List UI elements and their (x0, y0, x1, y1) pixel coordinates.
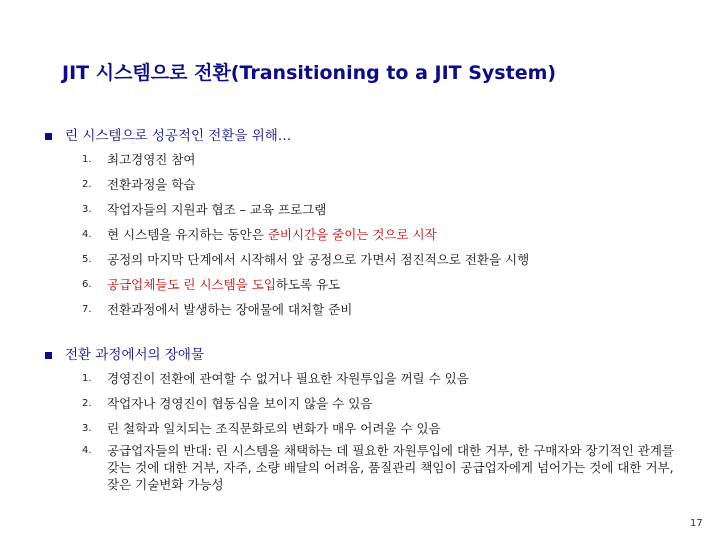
item-number: 5. (82, 254, 92, 265)
item-number: 1. (82, 154, 92, 165)
item-number: 3. (82, 204, 92, 215)
highlight-text: 준비시간을 줄이는 것으로 시작 (267, 227, 437, 242)
item-text: 경영진이 전환에 관여할 수 없거나 필요한 자원투입을 꺼릴 수 있음 (107, 371, 469, 386)
section-heading: 전환 과정에서의 장애물 (65, 347, 204, 363)
item-text: 최고경영진 참여 (107, 152, 196, 167)
square-bullet-icon (45, 352, 52, 359)
page-number: 17 (690, 518, 703, 529)
item-text: 전환과정에서 발생하는 장애물에 대처할 준비 (107, 302, 353, 317)
item-text: 작업자나 경영진이 협동심을 보이지 않을 수 있음 (107, 396, 373, 411)
slide-title: JIT 시스템으로 전환(Transitioning to a JIT System) (62, 62, 557, 84)
item-number: 6. (82, 279, 92, 290)
highlight-text: 공급업체들도 린 시스템을 도입 (107, 277, 276, 292)
item-text: 전환과정을 학습 (107, 177, 196, 192)
item-number: 1. (82, 373, 92, 384)
item-text: 공정의 마지막 단계에서 시작해서 앞 공정으로 가면서 점진적으로 전환을 시행 (107, 252, 530, 267)
item-text: 린 철학과 일치되는 조직문화로의 변화가 매우 어려울 수 있음 (107, 421, 441, 436)
item-number: 2. (82, 179, 92, 190)
item-text: 공급업자들의 반대: 린 시스템을 채택하는 데 필요한 자원투입에 대한 거부, 한 구매자와 장기적인 관계를 갖는 것에 대한 거부, 자주, 소량 배달의 어려움, 품질관리 책임이 공급업자에게 넘어가는 것에 대한 거부, 잦은 기술변화 가능성 (107, 443, 674, 492)
item-number: 3. (82, 423, 92, 434)
item-number: 4. (82, 229, 92, 240)
item-text: 공급업체들도 린 시스템을 도입하도록 유도 (107, 277, 341, 292)
item-number: 4. (82, 445, 92, 456)
item-number: 7. (82, 304, 92, 315)
item-text: 현 시스템을 유지하는 동안은 준비시간을 줄이는 것으로 시작 (107, 227, 437, 242)
item-text: 작업자들의 지원과 협조 – 교육 프로그램 (107, 202, 327, 217)
square-bullet-icon (45, 133, 52, 140)
item-number: 2. (82, 398, 92, 409)
section-heading: 린 시스템으로 성공적인 전환을 위해… (65, 128, 292, 144)
